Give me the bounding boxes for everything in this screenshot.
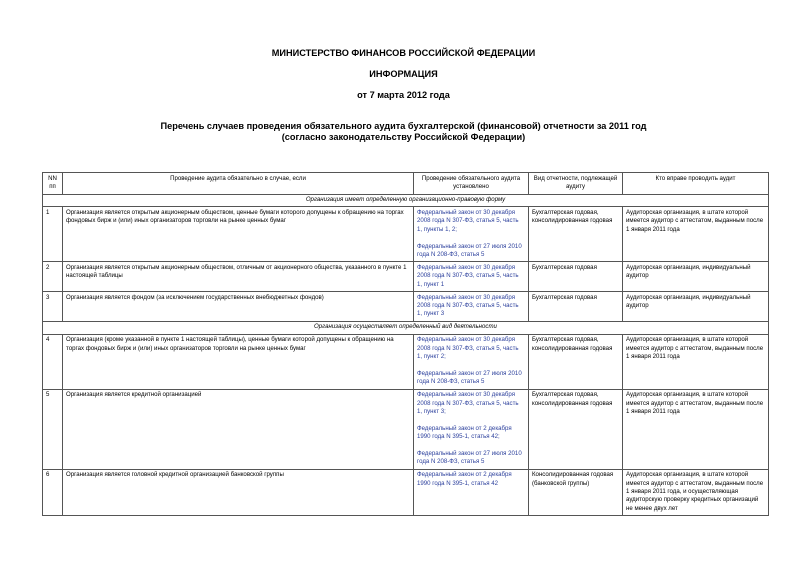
row-number: 3 — [43, 292, 63, 322]
table-row — [43, 207, 769, 262]
row-auditor: Аудиторская организация, в штате которой имеется аудитор с аттестатом, выданным после 1 января 2011 года — [623, 389, 769, 469]
table-row — [43, 469, 769, 516]
law-link[interactable]: Федеральный закон от 2 декабря 1990 года N 395-1, статья 42 — [417, 471, 512, 487]
row-case: Организация является кредитной организацией — [63, 389, 414, 469]
document-title: Перечень случаев проведения обязательного аудита бухгалтерской (финансовой) отчетности за 2011 год — [160, 121, 647, 131]
document-type: ИНФОРМАЦИЯ — [369, 69, 438, 79]
row-report: Бухгалтерская годовая — [529, 262, 623, 292]
row-case: Организация является головной кредитной организацией банковской группы — [63, 469, 414, 516]
row-case: Организация является открытым акционерным обществом, ценные бумаги которого допущены к обращению на торгах фондовых бирж и (или) иных организаторов торговли на рынке ценных бумаг — [63, 207, 414, 262]
row-number: 1 — [43, 207, 63, 262]
table-row — [43, 262, 769, 292]
header-basis: Проведение обязательного аудита установлено — [414, 173, 529, 195]
row-auditor: Аудиторская организация, в штате которой имеется аудитор с аттестатом, выданным после 1 января 2011 года, и осуществляющая аудиторскую проверку кредитных организаций не менее двух лет — [623, 469, 769, 516]
section-row — [43, 194, 769, 207]
row-basis — [414, 389, 529, 469]
row-auditor: Аудиторская организация, индивидуальный аудитор — [623, 292, 769, 322]
row-case: Организация (кроме указанной в пункте 1 настоящей таблицы), ценные бумаги которой допущены к обращению на торгах фондовых бирж и (или) иных организаторов торговли на рынке ценных бумаг — [63, 334, 414, 389]
law-link[interactable]: Федеральный закон от 30 декабря 2008 года N 307-ФЗ, статья 5, часть 1, пункт 3; — [417, 391, 519, 415]
row-basis — [414, 262, 529, 292]
law-link[interactable]: Федеральный закон от 27 июля 2010 года N 208-ФЗ, статья 5 — [417, 369, 522, 386]
row-report: Бухгалтерская годовая, консолидированная годовая — [529, 389, 623, 469]
law-link[interactable]: Федеральный закон от 30 декабря 2008 года N 307-ФЗ, статья 5, часть 1, пункт 3 — [417, 293, 519, 318]
table-header-row — [43, 173, 769, 195]
law-link[interactable]: Федеральный закон от 30 декабря 2008 года N 307-ФЗ, статья 5, часть 1, пункт 1 — [417, 263, 519, 288]
law-link[interactable]: Федеральный закон от 27 июля 2010 года N 208-ФЗ, статья 5 — [417, 242, 522, 258]
spacer — [417, 361, 525, 369]
ministry-title: МИНИСТЕРСТВО ФИНАНСОВ РОССИЙСКОЙ ФЕДЕРАЦИИ — [271, 48, 536, 58]
law-link[interactable]: Федеральный закон от 30 декабря 2008 года N 307-ФЗ, статья 5, часть 1, пункт 2; — [417, 336, 519, 360]
row-report: Бухгалтерская годовая, консолидированная годовая — [529, 334, 623, 389]
header-report: Вид отчетности, подлежащей аудиту — [529, 173, 623, 195]
row-case: Организация является открытым акционерным обществом, отличным от акционерного общества, указанного в пункте 1 настоящей таблицы — [63, 262, 414, 292]
audit-cases-table — [42, 172, 769, 516]
document-subtitle: (согласно законодательству Российской Федерации) — [281, 132, 526, 142]
table-row — [43, 334, 769, 389]
section-legal-form: Организация имеет определенную организационно-правовую форму — [43, 194, 769, 207]
row-auditor: Аудиторская организация, индивидуальный аудитор — [623, 262, 769, 292]
header-num: NN пп — [43, 173, 63, 195]
header-case: Проведение аудита обязательно в случае, если — [63, 173, 414, 195]
spacer — [417, 234, 525, 242]
row-number: 6 — [43, 469, 63, 516]
row-basis — [414, 207, 529, 262]
row-report: Бухгалтерская годовая, консолидированная годовая — [529, 207, 623, 262]
row-number: 4 — [43, 334, 63, 389]
row-report: Бухгалтерская годовая — [529, 292, 623, 322]
row-case: Организация является фондом (за исключением государственных внебюджетных фондов) — [63, 292, 414, 322]
document-date: от 7 марта 2012 года — [357, 90, 450, 100]
header-auditor: Кто вправе проводить аудит — [623, 173, 769, 195]
section-activity: Организация осуществляет определенный вид деятельности — [43, 321, 769, 334]
spacer — [417, 442, 525, 450]
row-number: 5 — [43, 389, 63, 469]
row-basis — [414, 334, 529, 389]
row-basis — [414, 469, 529, 516]
table-row — [43, 389, 769, 469]
table-row — [43, 292, 769, 322]
section-row — [43, 321, 769, 334]
row-basis — [414, 292, 529, 322]
row-auditor: Аудиторская организация, в штате которой имеется аудитор с аттестатом, выданным после 1 января 2011 года — [623, 207, 769, 262]
spacer — [417, 416, 525, 424]
row-number: 2 — [43, 262, 63, 292]
law-link[interactable]: Федеральный закон от 2 декабря 1990 года N 395-1, статья 42; — [417, 424, 512, 441]
law-link[interactable]: Федеральный закон от 27 июля 2010 года N 208-ФЗ, статья 5 — [417, 449, 522, 466]
row-auditor: Аудиторская организация, в штате которой имеется аудитор с аттестатом, выданным после 1 января 2011 года — [623, 334, 769, 389]
row-report: Консолидированная годовая (банковской группы) — [529, 469, 623, 516]
law-link[interactable]: Федеральный закон от 30 декабря 2008 года N 307-ФЗ, статья 5, часть 1, пункты 1, 2; — [417, 208, 519, 233]
